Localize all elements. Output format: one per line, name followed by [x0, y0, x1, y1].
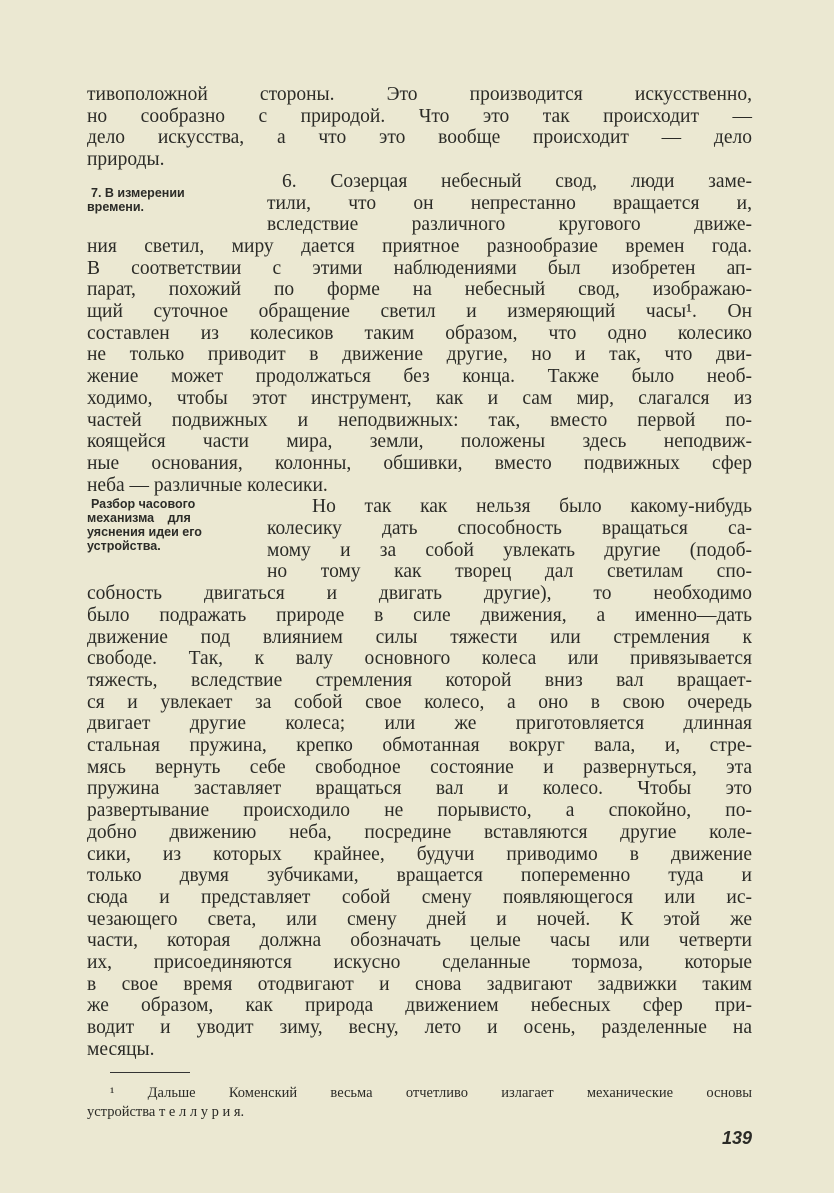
margin-note-line: устройства.	[87, 539, 161, 553]
margin-note-line: 7. В измерении	[91, 186, 185, 200]
text-line: Но так как нельзя было какому-нибудь	[312, 496, 752, 518]
text-line: тивоположной стороны. Это производится искусственно,	[87, 84, 752, 105]
text-line: дело искусства, а что это вообще происходит — дело	[87, 127, 752, 149]
text-line: части, которая должна обозначать целые часы или четверти	[87, 930, 752, 952]
text-line: ся и увлекает за собой свое колесо, а оно в свою очередь	[87, 691, 752, 713]
text-line: движение под влиянием силы тяжести или стремления к	[87, 626, 752, 648]
text-line: В соответствии с этими наблюдениями был изобретен ап-	[87, 257, 752, 279]
text-line: неба — различные колесики.	[87, 474, 328, 496]
text-line: свободе. Так, к валу основного колеса или привязывается	[87, 648, 752, 670]
text-line: вследствие различного кругового движе-	[267, 214, 752, 236]
footnote-line: устройства т е л л у р и я.	[87, 1104, 245, 1120]
text-line: тяжесть, вследствие стремления которой вниз вал вращает-	[87, 669, 752, 691]
text-line: развертывание происходило не порывисто, а спокойно, по-	[87, 800, 752, 822]
text-line: пружина заставляет вращаться вал и колесо. Чтобы это	[87, 778, 752, 800]
text-line: щий суточное обращение светил и измеряющий часы¹. Он	[87, 301, 752, 322]
text-line: мясь вернуть себе свободное состояние и развернуться, эта	[87, 756, 752, 778]
text-line: ния светил, миру дается приятное разнообразие времен года.	[87, 235, 752, 257]
margin-note-time-measurement	[87, 186, 185, 214]
page-number: 139	[722, 1128, 753, 1148]
footnote-divider	[110, 1072, 190, 1073]
text-line: их, присоединяются искусно сделанные тормоза, которые	[87, 952, 752, 973]
text-line: месяцы.	[87, 1038, 155, 1060]
text-line: но сообразно с природой. Что это так происходит —	[87, 105, 752, 127]
text-line: но тому как творец дал светилам спо-	[267, 561, 752, 583]
text-line: коящейся части мира, земли, положены здесь неподвиж-	[87, 431, 752, 453]
text-line: парат, похожий по форме на небесный свод, изображаю-	[87, 279, 752, 301]
text-line: тили, что он непрестанно вращается и,	[267, 192, 752, 214]
text-line: составлен из колесиков таким образом, что одно колесико	[87, 322, 752, 344]
text-line: 6. Созерцая небесный свод, люди заме-	[282, 170, 752, 192]
text-line: мому и за собой увлекать другие (подоб-	[267, 539, 752, 561]
text-line: собность двигаться и двигать другие), то необходимо	[87, 583, 752, 605]
text-line: стальная пружина, крепко обмотанная вокруг вала, и, стре-	[87, 735, 752, 756]
text-line: сики, из которых крайнее, будучи приводимо в движение	[87, 843, 752, 865]
text-line: в свое время отодвигают и снова задвигают задвижки таким	[87, 973, 752, 995]
text-line: сюда и представляет собой смену появляющегося или ис-	[87, 886, 752, 908]
text-line: ные основания, колонны, обшивки, вместо подвижных сфер	[87, 452, 752, 474]
margin-note-line: механизма для	[87, 511, 191, 525]
footnote-line: ¹ Дальше Коменский весьма отчетливо излагает механические основы	[110, 1085, 752, 1101]
text-line: добно движению неба, посредине вставляются другие коле-	[87, 821, 752, 843]
margin-note-line: времени.	[87, 200, 145, 214]
text-line: ходимо, чтобы этот инструмент, как и сам мир, слагался из	[87, 387, 752, 409]
text-line: частей подвижных и неподвижных: так, вместо первой по-	[87, 409, 752, 431]
text-line: природы.	[87, 149, 165, 171]
margin-note-clock-mechanism	[87, 497, 202, 553]
margin-note-line: Разбор часового	[91, 497, 196, 511]
text-line: же образом, как природа движением небесных сфер при-	[87, 995, 752, 1017]
text-line: было подражать природе в силе движения, а именно—дать	[87, 604, 752, 626]
text-line: жение может продолжаться без конца. Также было необ-	[87, 366, 752, 388]
text-line: водит и уводит зиму, весну, лето и осень, разделенные на	[87, 1017, 752, 1039]
margin-note-line: уяснения идеи его	[87, 525, 202, 539]
text-line: не только приводит в движение другие, но и так, что дви-	[87, 344, 752, 366]
text-line: двигает другие колеса; или же приготовляется длинная	[87, 713, 752, 735]
text-line: колесику дать способность вращаться са-	[267, 518, 752, 539]
text-line: только двумя зубчиками, вращается попеременно туда и	[87, 865, 752, 887]
text-line: чезающего света, или смену дней и ночей. К этой же	[87, 908, 752, 930]
